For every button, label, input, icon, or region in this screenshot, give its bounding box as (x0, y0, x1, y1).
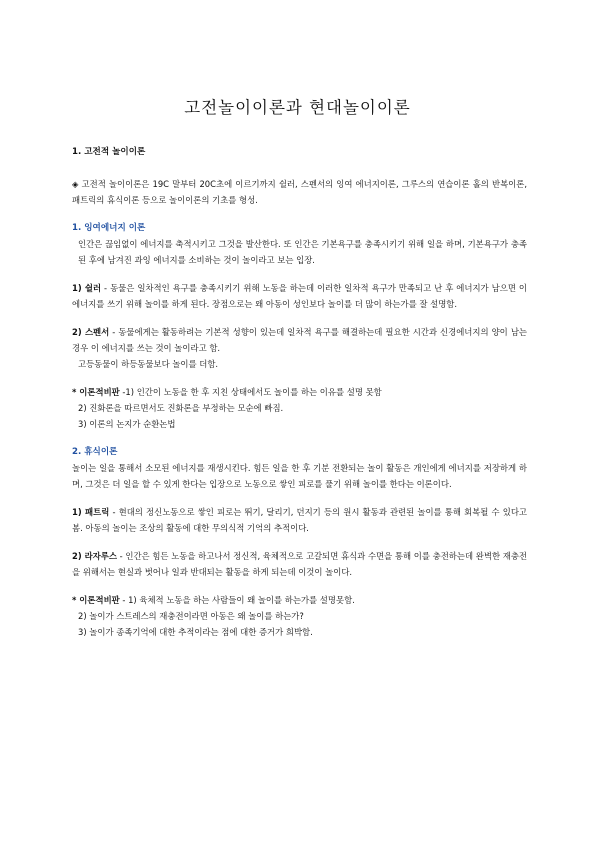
rest-critique-1 (72, 592, 527, 608)
spencer-paragraph (72, 324, 527, 356)
document-body (72, 144, 527, 640)
surplus-critique-2: 2) 진화론을 따르면서도 진화론을 부정하는 모순에 빠짐. (78, 403, 284, 413)
rest-critique-label: * 이론적비판 (72, 595, 120, 605)
surplus-energy-heading: 1. 잉여에너지 이론 (72, 223, 146, 233)
surplus-critique-label: * 이론적비판 (72, 387, 120, 397)
lazarus-text: - 인간은 힘든 노동을 하고나서 정신적, 육체적으로 고갈되면 휴식과 수면을 통해 이를 충전하는데 완벽한 재충전을 위해서는 현실과 벗어나 일과 반대되는 활동을 하게 되는데 이것이 놀이다. (72, 551, 527, 577)
schiller-paragraph (72, 280, 527, 312)
document-title: 고전놀이이론과 현대놀이이론 (184, 98, 411, 117)
rest-theory-body: 놀이는 일을 통해서 소모된 에너지를 재생시킨다. 힘든 일을 한 후 기분 전환되는 놀이 활동은 개인에게 에너지를 저장하게 하며, 그것은 더 일을 할 수 있게 한다는 입장으로 노동으로 쌓인 피로를 풀기 위해 놀이를 한다는 이론이다. (72, 463, 527, 489)
patrick-paragraph (72, 504, 527, 536)
spencer-text: - 동물에게는 활동하려는 기본적 성향이 있는데 일차적 욕구를 해결하는데 필요한 시간과 신경에너지의 양이 남는 경우 이 에너지를 쓰는 것이 놀이라고 함. (72, 327, 527, 353)
spencer-name: 2) 스펜서 (72, 327, 110, 337)
lazarus-paragraph (72, 548, 527, 580)
lazarus-name: 2) 라자루스 (72, 551, 117, 561)
schiller-name: 1) 쉴러 (72, 283, 102, 293)
surplus-critique-1-text: -1) 인간이 노동을 한 후 지친 상태에서도 놀이를 하는 이유를 설명 못함 (119, 387, 382, 397)
surplus-energy-body: 인간은 끊임없이 에너지를 축적시키고 그것을 발산한다. 또 인간은 기본욕구를 충족시키기 위해 일을 하며, 기본욕구가 충족된 후에 남겨진 과잉 에너지를 소비하는 것이 놀이라고 보는 입장. (78, 239, 527, 265)
schiller-text: - 동물은 일차적인 욕구를 충족시키기 위해 노동을 하는데 이러한 일차적 욕구가 만족되고 난 후 에너지가 남으면 이 에너지를 쓰기 위해 놀이를 하게 된다. 장점으로는 왜 아동이 성인보다 놀이를 더 많이 하는가를 잘 설명함. (72, 283, 527, 309)
surplus-critique-1 (72, 384, 527, 400)
rest-critique-1-text: - 1) 육체적 노동을 하는 사람들이 왜 놀이를 하는가를 설명못함. (119, 595, 355, 605)
rest-critique-2: 2) 놀이가 스트레스의 재충전이라면 아동은 왜 놀이를 하는가? (78, 611, 304, 621)
rest-critique-3: 3) 놀이가 종족기억에 대한 추적이라는 점에 대한 증거가 희박함. (78, 627, 313, 637)
spencer-extra: 고등동물이 하등동물보다 놀이를 더함. (78, 359, 219, 369)
patrick-name: 1) 패트릭 (72, 507, 110, 517)
rest-theory-heading: 2. 휴식이론 (72, 447, 118, 457)
surplus-critique-3: 3) 이론의 논지가 순환논법 (78, 419, 176, 429)
patrick-text: - 현대의 정신노동으로 쌓인 피로는 뛰기, 달리기, 던지기 등의 원시 활동과 관련된 놀이를 통해 회복될 수 있다고 봄. 아동의 놀이는 조상의 활동에 대한 무의식적 기억의 추적이다. (72, 507, 528, 533)
intro-paragraph: ◈ 고전적 놀이이론은 19C 말부터 20C초에 이르기까지 쉴러, 스펜서의 잉여 에너지이론, 그루스의 연습이론 홀의 반복이론, 패트릭의 휴식이론 등으로 놀이이론의 기초를 형성. (72, 179, 527, 205)
section-heading-classic: 1. 고전적 놀이이론 (72, 147, 146, 157)
